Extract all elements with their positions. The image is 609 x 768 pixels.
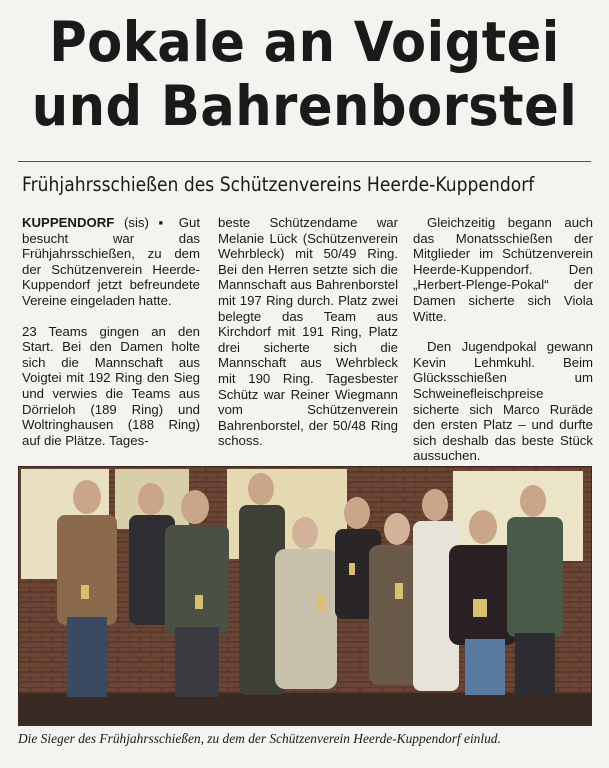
headline-line-1: Pokale an Voigtei — [49, 10, 560, 74]
divider — [18, 161, 591, 162]
paragraph: 23 Teams gingen an den Start. Bei den Damen holte sich die Mannschaft aus Voigtei mit 192 Ring den Sieg und verwies die Teams aus Dörrieloh (189 Ring) und Woltringhausen (188 Ring) auf die Plätze. Tages- — [22, 323, 200, 448]
article-column-3 — [413, 215, 593, 464]
dateline: KUPPENDORF — [22, 215, 115, 230]
paragraph: beste Schützendame war Melanie Lück (Schützenverein Wehrbleck) mit 50/49 Ring. Bei den Herren setzte sich die Mannschaft aus Bahrenborstel mit 197 Ring durch. Platz zwei belegte das Team aus Kirchdorf mit 191 Ring, Platz drei sicherte sich die Mannschaft aus Wehrbleck mit 190 Ring. Tagesbester Schütz war Reiner Wiegmann vom Schützenverein Bahrenborstel, der 50/48 Ring schoss. — [218, 215, 398, 449]
paragraph: Den Jugendpokal gewann Kevin Lehmkuhl. Beim Glücksschießen um Schweinefleischpreise sicherte sich Marco Ruräde den ersten Platz – und durfte sich deshalb das beste Stück aussuchen. — [413, 339, 593, 464]
group-photo — [18, 466, 592, 726]
photo-caption: Die Sieger des Frühjahrsschießen, zu dem der Schützenverein Heerde-Kuppendorf einlud. — [18, 731, 501, 746]
headline — [21, 10, 587, 138]
article-column-1 — [22, 215, 200, 448]
lead-paragraph: KUPPENDORF (sis) ▪ Gut besucht war das Frühjahrsschießen, zu dem der Schützenverein Heerde-Kuppendorf jetzt befreundete Vereine eingeladen hatte. — [22, 215, 200, 308]
article-column-2 — [218, 215, 398, 449]
paragraph: Gleichzeitig begann auch das Monatsschießen der Mitglieder im Schützenverein Heerde-Kuppendorf. Den „Herbert-Plenge-Pokal“ der Damen sicherte sich Viola Witte. — [413, 215, 593, 324]
byline: (sis) — [123, 215, 149, 230]
lead-text: Gut besucht war das Frühjahrsschießen, zu dem der Schützenverein Heerde-Kuppendorf jetzt befreundete Vereine eingeladen hatte. — [22, 215, 200, 308]
headline-line-2: und Bahrenborstel — [31, 74, 578, 138]
subheadline: Frühjahrsschießen des Schützenvereins Heerde-Kuppendorf — [22, 173, 535, 196]
